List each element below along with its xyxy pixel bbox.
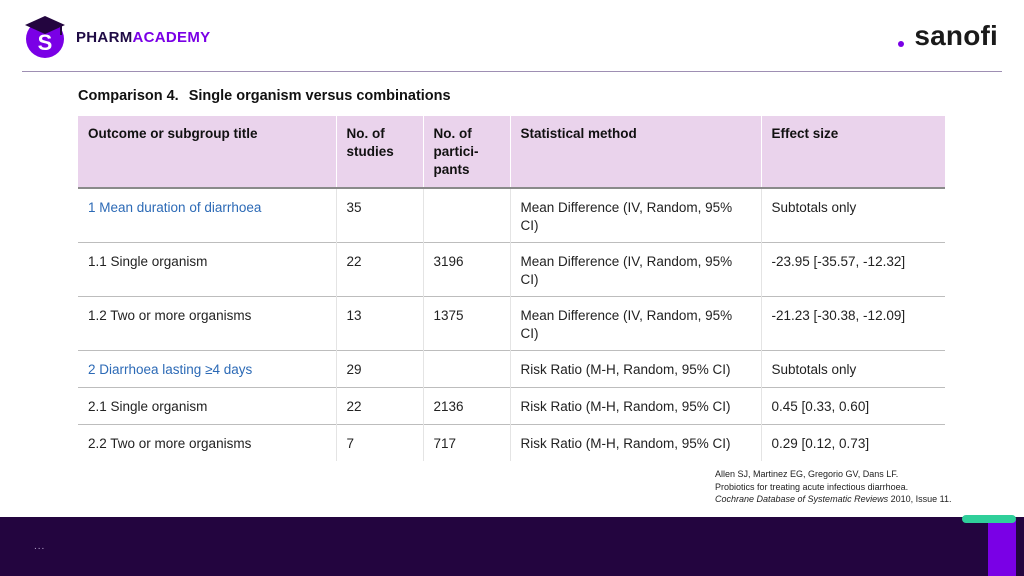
outcome-cell: 1.1 Single organism [78,242,336,296]
citation-issue: 2010, Issue 11. [888,494,952,504]
studies-cell: 13 [336,296,423,350]
citation [715,468,951,506]
method-line: CI) [520,325,539,341]
header-divider [22,71,1002,72]
outcome-link[interactable]: 1 Mean duration of diarrhoea [78,188,336,242]
sanofi-logo-dot [898,41,904,47]
header-method [510,116,761,188]
header-line: Statistical method [520,126,637,141]
header-line: Effect size [771,126,839,141]
studies-cell: 35 [336,188,423,242]
method-cell [510,242,761,296]
table-row [78,350,945,387]
method-line: CI) [520,271,539,287]
comparison-label: Comparison 4. [78,88,179,104]
method-cell [510,424,761,461]
comparison-text: Single organism versus combinations [188,88,451,104]
studies-cell: 22 [336,387,423,424]
effect-cell: -23.95 [-35.57, -12.32] [761,242,945,296]
effect-cell: Subtotals only [761,188,945,242]
method-line: Risk Ratio (M-H, Random, 95% CI) [520,398,731,414]
logo-text-pharm: PHARM [76,28,133,46]
header-line: No. of [433,126,472,141]
header-effect [761,116,945,188]
studies-cell: 7 [336,424,423,461]
method-line: CI) [520,218,539,233]
studies-cell: 22 [336,242,423,296]
effect-cell: -21.23 [-30.38, -12.09] [761,296,945,350]
effect-cell: Subtotals only [761,350,945,387]
header-participants [423,116,510,188]
header-line: partici- [433,144,479,159]
footer-accent-purple [988,520,1016,576]
method-line: Mean Difference (IV, Random, 95% [520,307,733,323]
graduation-cap-s-icon [22,14,68,60]
logo-wordmark [76,29,210,46]
sanofi-logo: sanofi [914,20,998,51]
participants-cell [423,188,510,242]
table-row [78,188,945,242]
footer-bar [0,517,1024,576]
method-cell [510,387,761,424]
participants-cell: 2136 [423,387,510,424]
method-cell [510,188,761,242]
method-line: Risk Ratio (M-H, Random, 95% CI) [520,361,731,377]
table-body [78,188,945,461]
table-row [78,424,945,461]
footer-accent-green [962,515,1016,523]
pharmacademy-logo [22,14,210,60]
header-outcome [78,116,336,188]
header-line: No. of [346,126,385,141]
participants-cell [423,350,510,387]
effect-cell: 0.45 [0.33, 0.60] [761,387,945,424]
table-row [78,242,945,296]
outcome-cell: 1.2 Two or more organisms [78,296,336,350]
method-line: Risk Ratio (M-H, Random, 95% CI) [520,435,731,451]
header-line: Outcome or subgroup title [88,126,258,141]
studies-cell: 29 [336,350,423,387]
participants-cell: 3196 [423,242,510,296]
method-cell [510,350,761,387]
effect-cell: 0.29 [0.12, 0.73] [761,424,945,461]
footer-ellipsis: ... [34,541,46,552]
outcome-link[interactable]: 2 Diarrhoea lasting ≥4 days [78,350,336,387]
svg-text:S: S [37,30,53,55]
header-line: pants [433,162,470,177]
method-line: Mean Difference (IV, Random, 95% [520,253,733,269]
comparison-table [78,116,945,461]
citation-journal: Cochrane Database of Systematic Reviews [715,494,889,504]
method-line: Mean Difference (IV, Random, 95% [520,200,733,215]
outcome-cell: 2.1 Single organism [78,387,336,424]
citation-title: Probiotics for treating acute infectious diarrhoea. [715,481,909,492]
table-row [78,387,945,424]
table-row [78,296,945,350]
header-studies [336,116,423,188]
citation-source [715,493,951,506]
participants-cell: 1375 [423,296,510,350]
logo-text-academy: ACADEMY [132,28,211,46]
comparison-title [78,88,451,104]
outcome-cell: 2.2 Two or more organisms [78,424,336,461]
citation-authors: Allen SJ, Martinez EG, Gregorio GV, Dans LF. [715,469,899,479]
participants-cell: 717 [423,424,510,461]
table-header-row [78,116,945,188]
header-line: studies [346,144,394,159]
method-cell [510,296,761,350]
